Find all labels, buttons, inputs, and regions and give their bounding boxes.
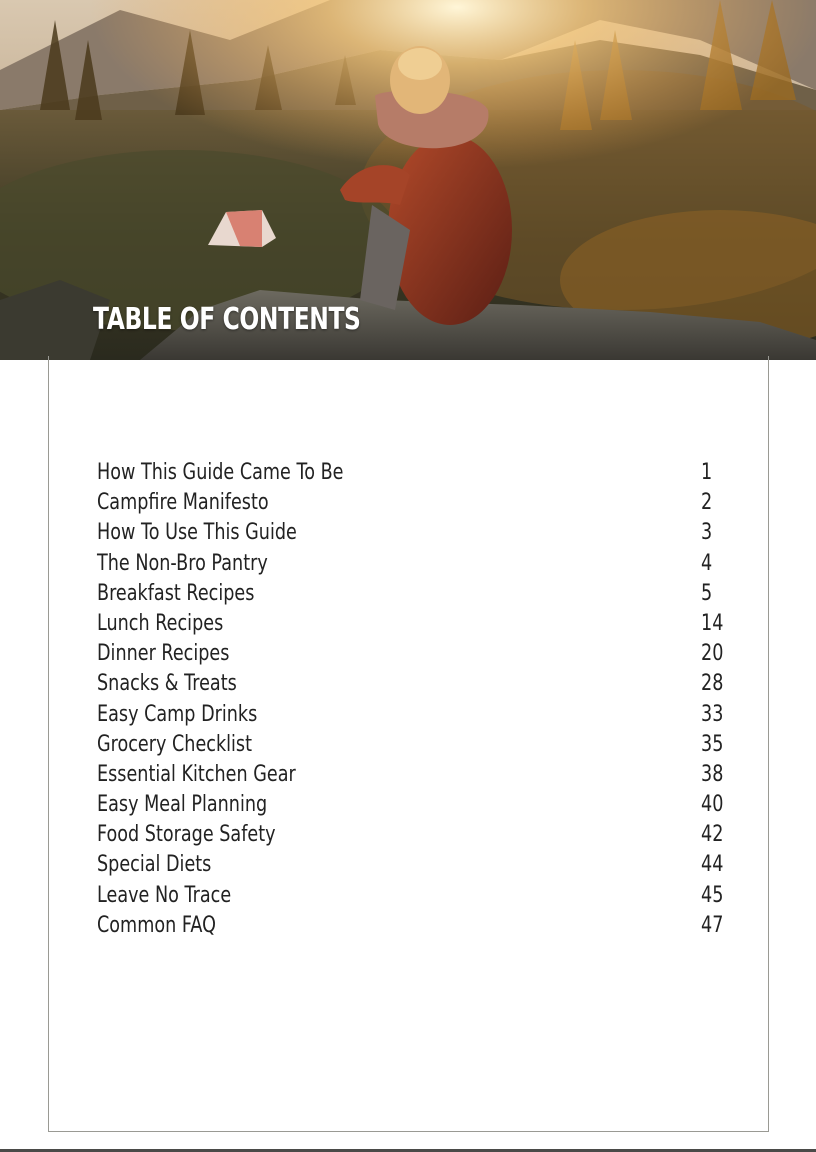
toc-entry-title: Special Diets <box>97 852 212 878</box>
toc-entry[interactable] <box>97 518 737 548</box>
toc-entry[interactable] <box>97 730 737 760</box>
toc-entry-page-number: 42 <box>701 822 724 848</box>
toc-entry-title: Food Storage Safety <box>97 822 276 848</box>
toc-entry[interactable] <box>97 760 737 790</box>
toc-entry-title: Campfire Manifesto <box>97 490 269 516</box>
toc-entry[interactable] <box>97 911 737 941</box>
toc-entry-page-number: 20 <box>701 641 724 667</box>
toc-entry-title: Easy Meal Planning <box>97 792 268 818</box>
toc-entry-title: Dinner Recipes <box>97 641 230 667</box>
toc-entry[interactable] <box>97 549 737 579</box>
hero-photo <box>0 0 816 360</box>
toc-entry-title: How To Use This Guide <box>97 520 297 546</box>
toc-entry-title: The Non-Bro Pantry <box>97 550 268 576</box>
toc-entry-title: Grocery Checklist <box>97 731 252 757</box>
toc-entry[interactable] <box>97 488 737 518</box>
table-of-contents <box>97 458 737 941</box>
toc-entry[interactable] <box>97 458 737 488</box>
toc-entry-title: Common FAQ <box>97 912 216 938</box>
toc-entry-page-number: 35 <box>701 731 724 757</box>
toc-entry-page-number: 14 <box>701 610 724 636</box>
toc-entry-page-number: 40 <box>701 792 724 818</box>
toc-entry-page-number: 4 <box>701 550 713 576</box>
toc-entry[interactable] <box>97 579 737 609</box>
toc-entry-title: Breakfast Recipes <box>97 580 255 606</box>
toc-entry-title: Lunch Recipes <box>97 610 224 636</box>
toc-entry[interactable] <box>97 639 737 669</box>
toc-entry[interactable] <box>97 850 737 880</box>
page-title: TABLE OF CONTENTS <box>93 302 361 337</box>
toc-entry-title: Easy Camp Drinks <box>97 701 258 727</box>
toc-entry[interactable] <box>97 700 737 730</box>
toc-entry-page-number: 47 <box>701 912 724 938</box>
toc-entry-title: Leave No Trace <box>97 882 232 908</box>
toc-entry[interactable] <box>97 881 737 911</box>
toc-entry-page-number: 2 <box>701 490 713 516</box>
toc-entry[interactable] <box>97 790 737 820</box>
toc-entry-page-number: 38 <box>701 761 724 787</box>
toc-entry-page-number: 1 <box>701 460 713 485</box>
toc-entry-title: Snacks & Treats <box>97 671 237 697</box>
toc-entry-title: Essential Kitchen Gear <box>97 761 296 787</box>
toc-entry-page-number: 3 <box>701 520 713 546</box>
toc-entry-page-number: 33 <box>701 701 724 727</box>
toc-entry-page-number: 28 <box>701 671 724 697</box>
toc-entry[interactable] <box>97 669 737 699</box>
toc-entry-page-number: 45 <box>701 882 724 908</box>
toc-entry[interactable] <box>97 609 737 639</box>
toc-entry-page-number: 5 <box>701 580 713 606</box>
toc-entry[interactable] <box>97 820 737 850</box>
toc-entry-page-number: 44 <box>701 852 724 878</box>
toc-entry-title: How This Guide Came To Be <box>97 460 344 485</box>
